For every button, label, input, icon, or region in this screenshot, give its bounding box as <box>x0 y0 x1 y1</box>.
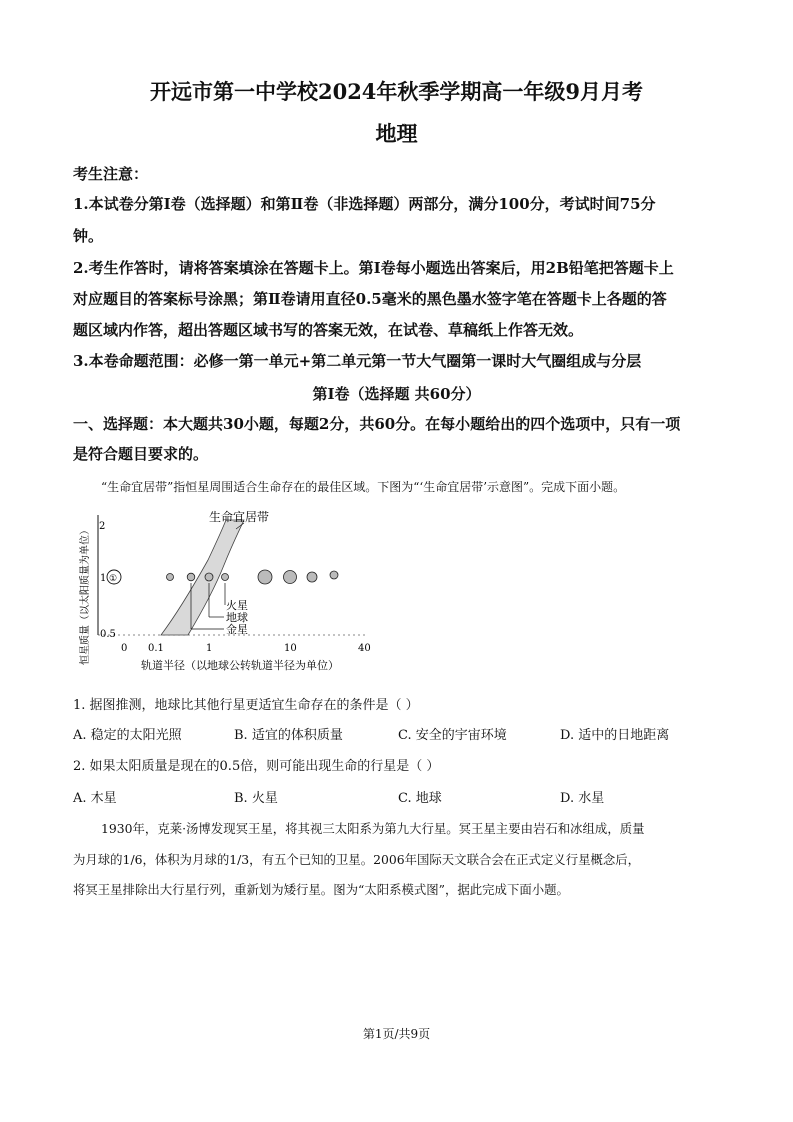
notice-item-1-line-1: 1.本试卷分第Ⅰ卷（选择题）和第Ⅱ卷（非选择题）两部分，满分100分，考试时间75分 <box>73 195 656 213</box>
planet-neptune <box>330 571 338 579</box>
band-label: 生命宜居带 <box>209 510 270 524</box>
passage-2-line-3: 将冥王星排除出大行星行列，重新划为矮行星。图为“太阳系模式图”，据此完成下面小题。 <box>73 882 569 897</box>
label-venus: 金星 <box>226 623 248 636</box>
planet-jupiter <box>258 570 272 584</box>
notice-item-2-line-3: 题区域内作答，超出答题区域书写的答案无效，在试卷、草稿纸上作答无效。 <box>73 321 584 339</box>
question-2-option-d: D. 水星 <box>560 791 605 806</box>
planet-mercury <box>167 574 174 581</box>
question-2-option-b: B. 火星 <box>234 791 278 806</box>
notice-heading: 考生注意： <box>73 165 149 183</box>
label-mars: 火星 <box>226 599 248 612</box>
question-1-stem: 1. 据图推测，地球比其他行星更适宜生命存在的条件是（ ） <box>73 698 419 713</box>
y-tick-0-5: 0.5 <box>100 629 116 640</box>
section-instruction-line-1: 一、选择题：本大题共30小题，每题2分，共60分。在每小题给出的四个选项中，只有一项 <box>73 415 681 433</box>
passage-2-line-2: 为月球的1/6，体积为月球的1/3，有五个已知的卫星。2006年国际天文联合会在正式定义行星概念后， <box>73 852 641 867</box>
planet-venus <box>187 573 195 581</box>
planet-uranus <box>307 572 317 582</box>
sun-label: ① <box>109 574 118 584</box>
planet-earth <box>205 573 213 581</box>
notice-item-2-line-2: 对应题目的答案标号涂黑；第Ⅱ卷请用直径0.5毫米的黑色墨水签字笔在答题卡上各题的答 <box>73 290 667 308</box>
x-tick-1: 1 <box>206 643 213 654</box>
y-tick-1: 1 <box>100 573 107 584</box>
page-footer: 第1页/共9页 <box>362 1027 431 1041</box>
x-tick-0-1: 0.1 <box>148 643 164 654</box>
y-axis-label: 恒星质量（以太阳质量为单位） <box>80 525 91 665</box>
x-tick-40: 40 <box>358 643 371 654</box>
section-instruction-line-2: 是符合题目要求的。 <box>73 445 209 463</box>
question-1-option-a: A. 稳定的太阳光照 <box>73 728 182 743</box>
question-1-option-c: C. 安全的宇宙环境 <box>398 728 507 743</box>
x-tick-0: 0 <box>121 643 128 654</box>
notice-item-3: 3.本卷命题范围：必修一第一单元+第二单元第一节大气圈第一课时大气圈组成与分层 <box>73 352 642 370</box>
subject-title: 地理 <box>375 121 418 146</box>
y-tick-2: 2 <box>99 521 106 532</box>
label-earth: 地球 <box>226 611 248 624</box>
part1-heading: 第Ⅰ卷（选择题 共60分） <box>312 385 481 403</box>
habitable-zone-figure <box>76 505 386 675</box>
question-2-option-c: C. 地球 <box>398 791 442 806</box>
planet-saturn <box>284 571 297 584</box>
intro-paragraph-1: “生命宜居带”指恒星周围适合生命存在的最佳区域。下图为“‘生命宜居带’示意图”。完成下面小题。 <box>101 480 626 494</box>
question-2-stem: 2. 如果太阳质量是现在的0.5倍，则可能出现生命的行星是（ ） <box>73 759 440 774</box>
notice-item-1-line-2: 钟。 <box>73 227 104 245</box>
exam-title: 开远市第一中学校2024年秋季学期高一年级9月月考 <box>149 79 644 104</box>
x-axis-label: 轨道半径（以地球公转轨道半径为单位） <box>141 659 339 672</box>
planet-mars <box>222 574 229 581</box>
x-tick-10: 10 <box>284 643 297 654</box>
question-1-option-b: B. 适宜的体积质量 <box>234 728 343 743</box>
question-1-option-d: D. 适中的日地距离 <box>560 728 670 743</box>
notice-item-2-line-1: 2.考生作答时，请将答案填涂在答题卡上。第Ⅰ卷每小题选出答案后，用2B铅笔把答题卡上 <box>73 259 674 277</box>
question-2-option-a: A. 木星 <box>73 791 117 806</box>
passage-2-line-1: 1930年，克莱·汤博发现冥王星，将其视三太阳系为第九大行星。冥王星主要由岩石和冰组成，质量 <box>101 821 645 836</box>
